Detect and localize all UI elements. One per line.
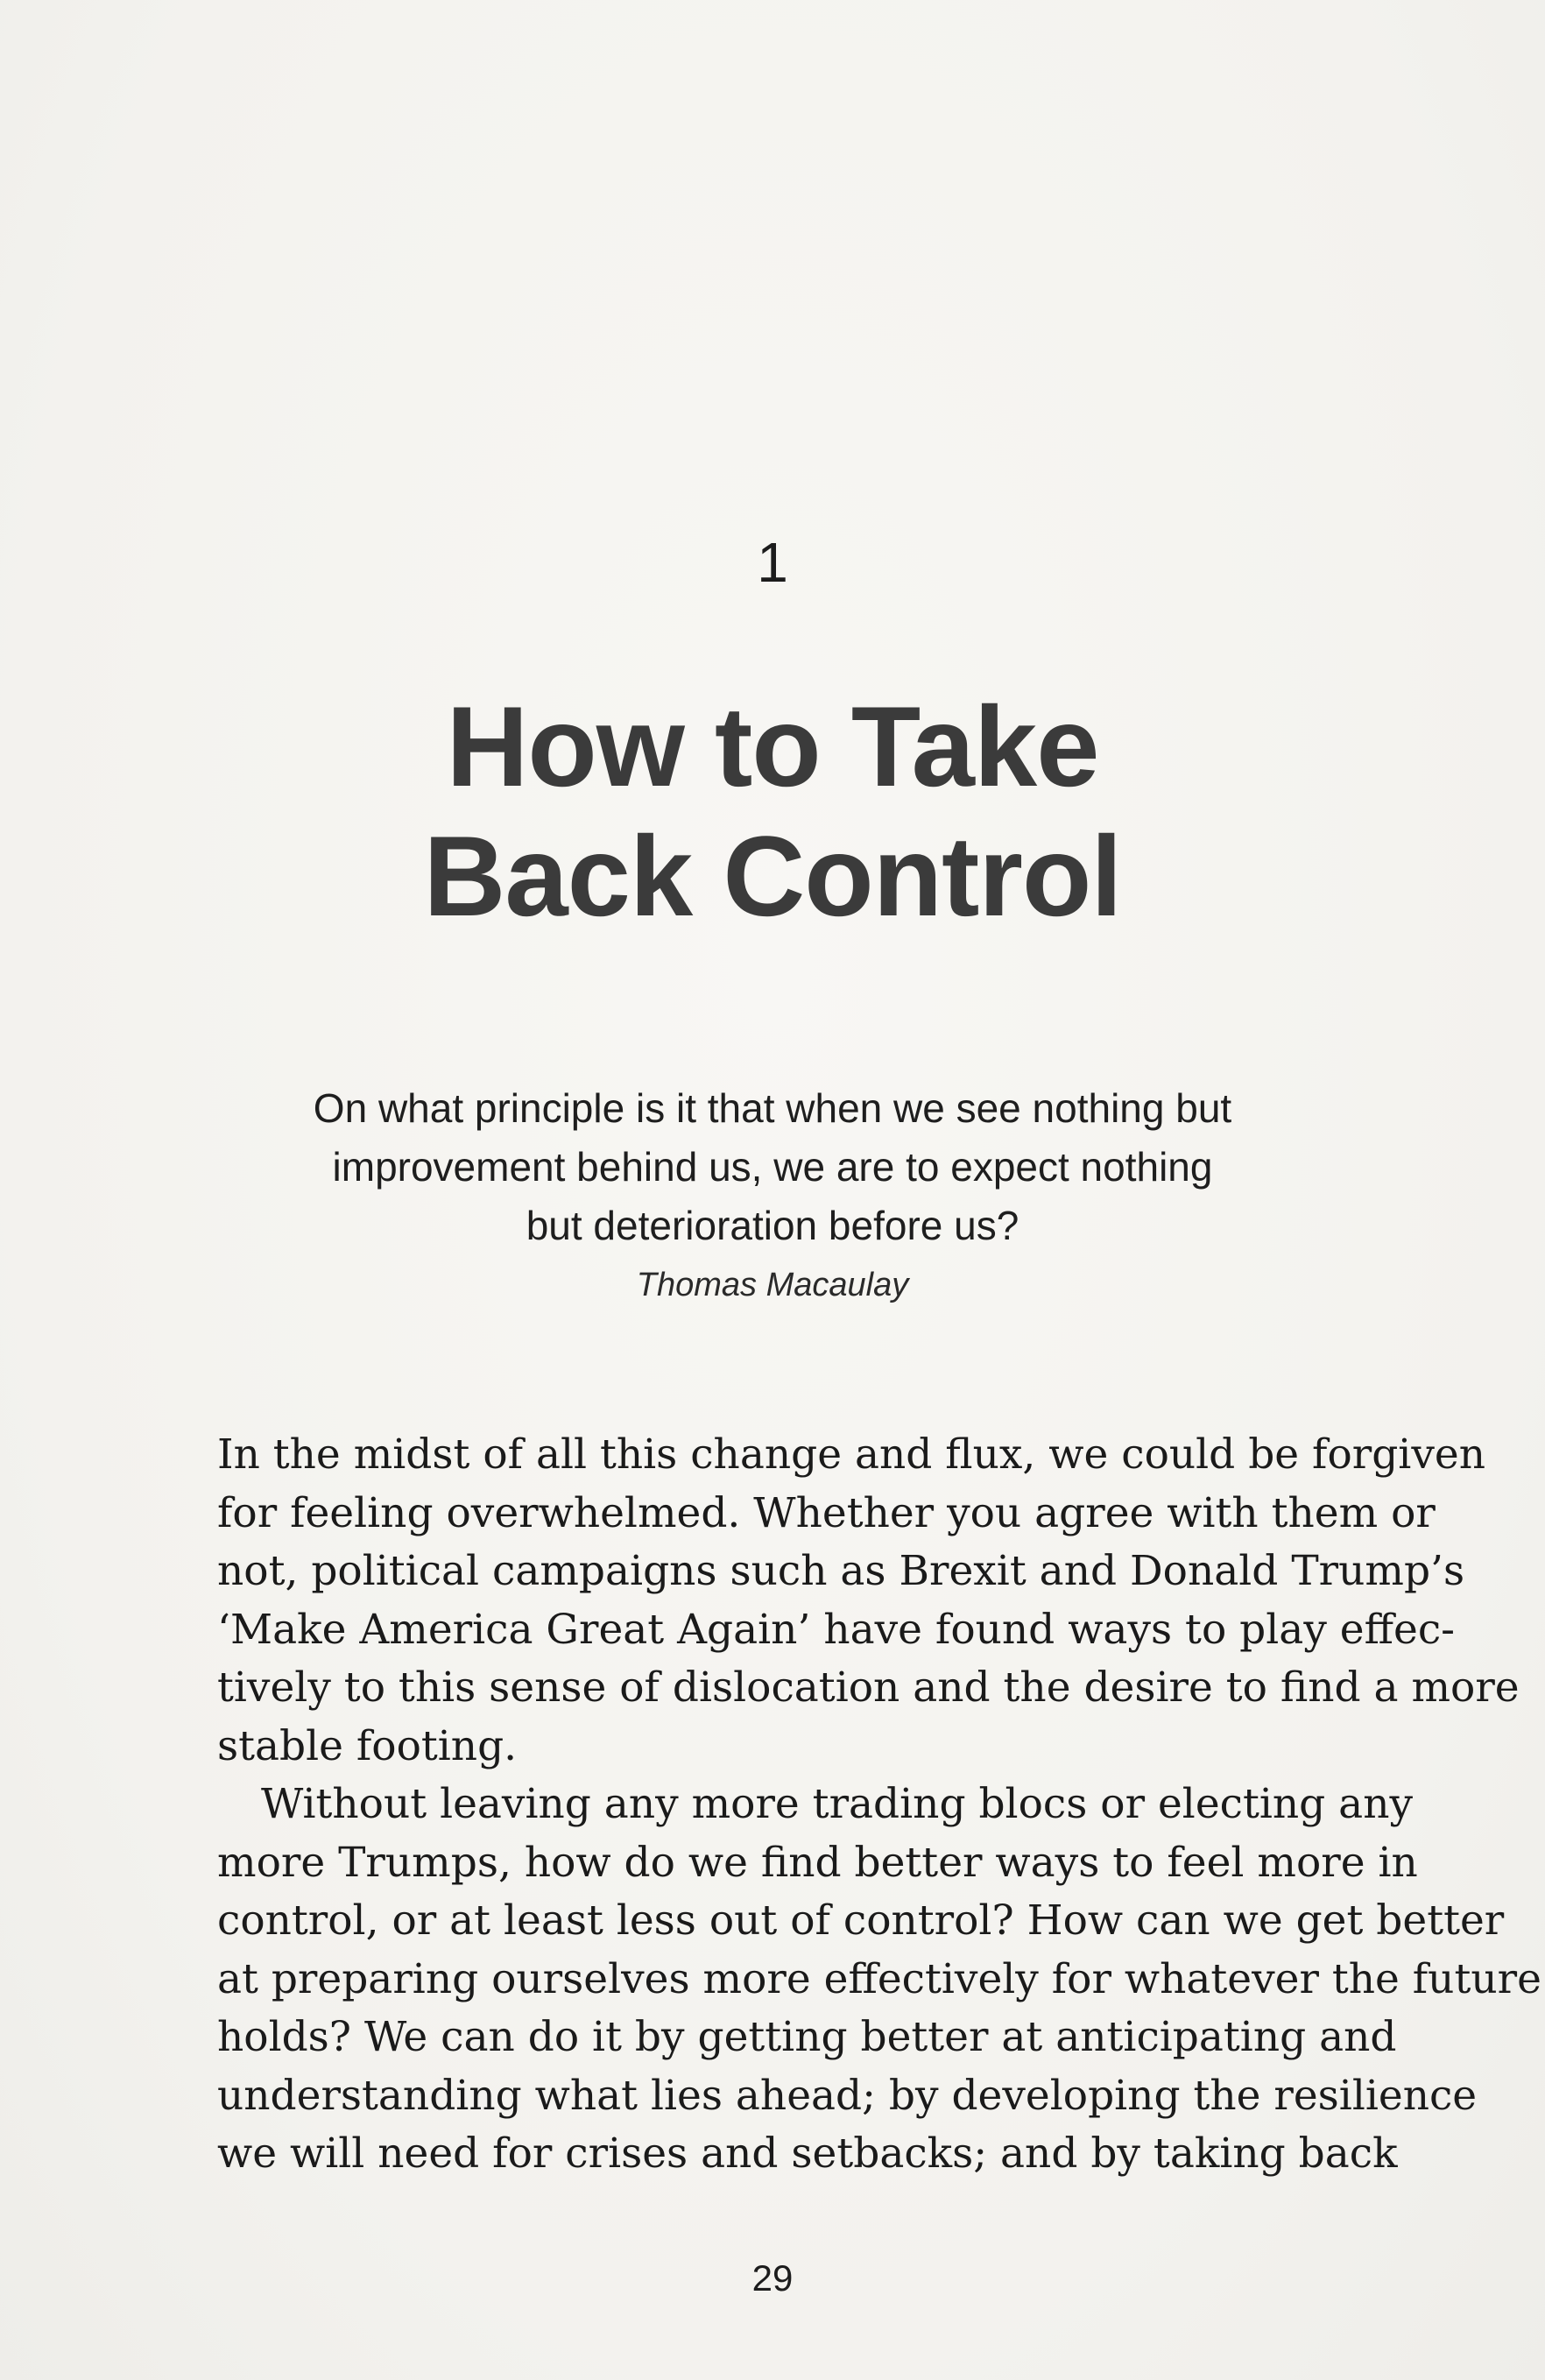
text-line: ‘Make America Great Again’ have found ways to play effec- [217, 1605, 1456, 1654]
text-line: tively to this sense of dislocation and the desire to find a more [217, 1663, 1520, 1712]
epigraph-line-1: On what principle is it that when we see nothing but [313, 1085, 1232, 1131]
chapter-number: 1 [757, 531, 788, 594]
epigraph-attribution: Thomas Macaulay [636, 1267, 909, 1303]
text-line: not, political campaigns such as Brexit and Donald Trump’s [217, 1547, 1465, 1595]
text-line: In the midst of all this change and flux, we could be forgiven [217, 1430, 1485, 1479]
text-line: more Trumps, how do we find better ways to feel more in [217, 1838, 1418, 1887]
text-line: Without leaving any more trading blocs or electing any [261, 1780, 1414, 1828]
body-text [217, 1426, 1541, 2184]
epigraph-line-3: but deterioration before us? [526, 1203, 1019, 1248]
paragraph-1 [217, 1426, 1520, 1776]
text-line: control, or at least less out of control? How can we get better [217, 1896, 1505, 1945]
paragraph-2 [217, 1776, 1541, 2184]
text-line: at preparing ourselves more effectively for whatever the future [217, 1954, 1541, 2003]
epigraph-quote [0, 1079, 1545, 1255]
epigraph-line-2: improvement behind us, we are to expect nothing [332, 1144, 1213, 1190]
chapter-title [0, 682, 1545, 941]
text-line: holds? We can do it by getting better at anticipating and [217, 2013, 1397, 2061]
text-line: we will need for crises and setbacks; and by taking back [217, 2129, 1398, 2178]
text-line: understanding what lies ahead; by developing the resilience [217, 2071, 1478, 2120]
text-line: for feeling overwhelmed. Whether you agree with them or [217, 1488, 1436, 1537]
text-line: stable footing. [217, 1721, 518, 1770]
chapter-title-line-1: How to Take [446, 682, 1099, 810]
page-number: 29 [751, 2257, 794, 2299]
chapter-title-line-2: Back Control [423, 812, 1122, 940]
